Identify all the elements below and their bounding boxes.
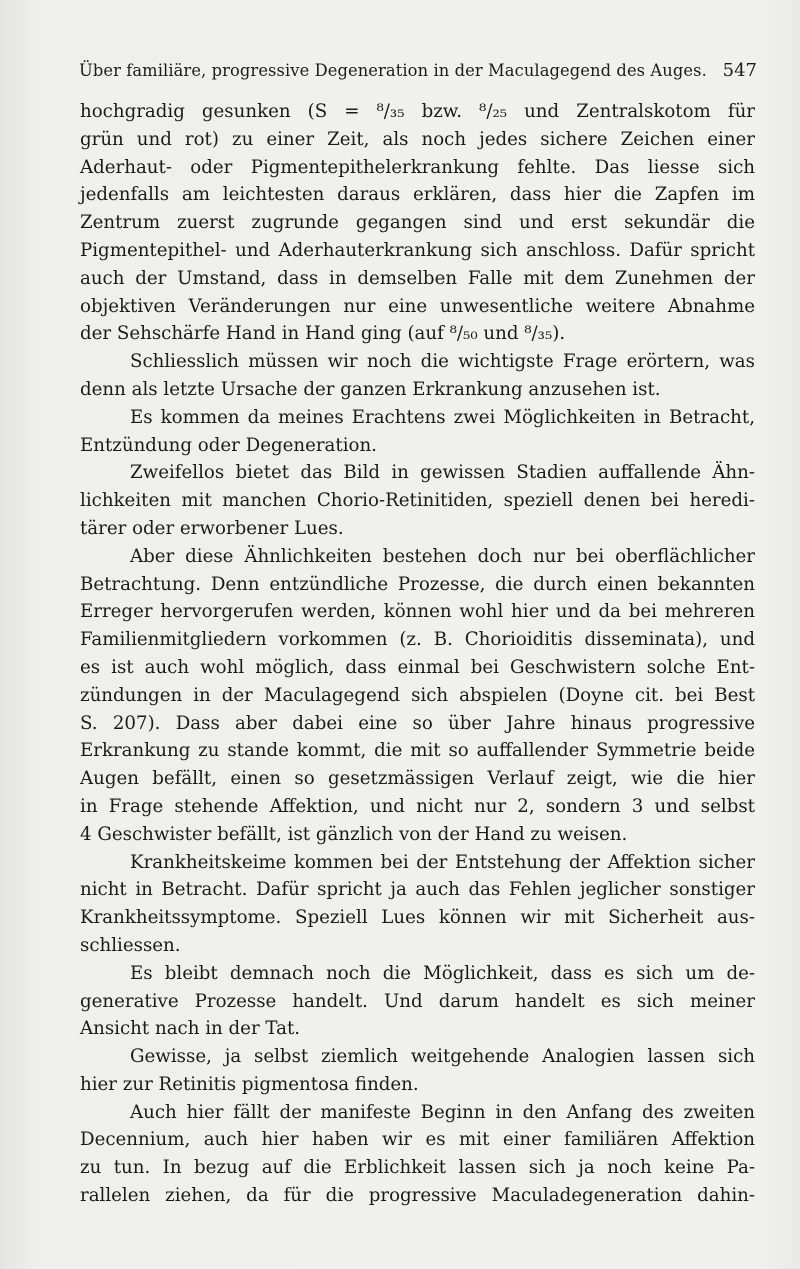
text-line: Zweifellos bietet das Bild in gewissen Stadien auffallende Ähn- xyxy=(130,462,755,484)
text-line: S. 207). Dass aber dabei eine so über Jahre hinaus progressive xyxy=(80,712,755,734)
text-line: tärer oder erworbener Lues. xyxy=(80,517,344,539)
text-line: in Frage stehende Affektion, und nicht nur 2, sondern 3 und selbst xyxy=(80,795,755,817)
text-line: Krankheitssymptome. Speziell Lues können wir mit Sicherheit aus- xyxy=(80,907,755,929)
text-line: Schliesslich müssen wir noch die wichtigste Frage erörtern, was xyxy=(130,351,755,373)
text-line: lichkeiten mit manchen Chorio-Retinitiden, speziell denen bei heredi- xyxy=(80,490,755,512)
text-line: zündungen in der Maculagegend sich abspielen (Doyne cit. bei Best xyxy=(80,684,755,706)
text-line: Entzündung oder Degeneration. xyxy=(80,434,377,456)
text-line: schliessen. xyxy=(80,934,181,956)
text-line: nicht in Betracht. Dafür spricht ja auch das Fehlen jeglicher sonstiger xyxy=(80,879,755,901)
text-line: Gewisse, ja selbst ziemlich weitgehende Analogien lassen sich xyxy=(130,1046,755,1068)
text-line: zu tun. In bezug auf die Erblichkeit lassen sich ja noch keine Pa- xyxy=(80,1157,755,1179)
text-line: Zentrum zuerst zugrunde gegangen sind und erst sekundär die xyxy=(80,212,755,234)
page-number: 547 xyxy=(722,60,757,81)
text-line: der Sehschärfe Hand in Hand ging (auf ⁸/₅₀ und ⁸/₃₅). xyxy=(80,323,566,345)
text-line: Aderhaut- oder Pigmentepithelerkrankung fehlte. Das liesse sich xyxy=(80,156,755,178)
text-line: Augen befällt, einen so gesetzmässigen Verlauf zeigt, wie die hier xyxy=(80,768,755,790)
text-line: auch der Umstand, dass in demselben Falle mit dem Zunehmen der xyxy=(80,267,755,289)
text-line: objektiven Veränderungen nur eine unwesentliche weitere Abnahme xyxy=(80,295,755,317)
text-line: Krankheitskeime kommen bei der Entstehung der Affektion sicher xyxy=(130,851,755,873)
text-line: Ansicht nach in der Tat. xyxy=(80,1018,301,1040)
text-line: generative Prozesse handelt. Und darum handelt es sich meiner xyxy=(80,990,755,1012)
running-title: Über familiäre, progressive Degeneration in der Maculagegend des Auges. xyxy=(79,61,707,80)
text-line: jedenfalls am leichtesten daraus erklären, dass hier die Zapfen im xyxy=(80,184,755,206)
text-line: rallelen ziehen, da für die progressive Maculadegeneration dahin- xyxy=(80,1185,755,1207)
text-line: Betrachtung. Denn entzündliche Prozesse, die durch einen bekannten xyxy=(80,573,755,595)
text-line: Aber diese Ähnlichkeiten bestehen doch nur bei oberflächlicher xyxy=(130,545,755,567)
body-text xyxy=(80,98,755,1210)
text-line: Familienmitgliedern vorkommen (z. B. Chorioiditis disseminata), und xyxy=(80,629,755,651)
page-header xyxy=(79,60,757,84)
text-line: denn als letzte Ursache der ganzen Erkrankung anzusehen ist. xyxy=(80,378,661,400)
text-line: Auch hier fällt der manifeste Beginn in den Anfang des zweiten xyxy=(130,1101,755,1123)
text-line: es ist auch wohl möglich, dass einmal bei Geschwistern solche Ent- xyxy=(80,656,755,678)
text-line: Es bleibt demnach noch die Möglichkeit, dass es sich um de- xyxy=(130,962,755,984)
text-line: Pigmentepithel- und Aderhauterkrankung sich anschloss. Dafür spricht xyxy=(80,239,755,261)
text-line: Erkrankung zu stande kommt, die mit so auffallender Symmetrie beide xyxy=(80,740,755,762)
text-line: 4 Geschwister befällt, ist gänzlich von der Hand zu weisen. xyxy=(80,823,628,845)
text-line: Erreger hervorgerufen werden, können wohl hier und da bei mehreren xyxy=(80,601,755,623)
text-line: hier zur Retinitis pigmentosa finden. xyxy=(80,1073,419,1095)
text-line: hochgradig gesunken (S = ⁸/₃₅ bzw. ⁸/₂₅ und Zentralskotom für xyxy=(80,101,755,122)
text-line: grün und rot) zu einer Zeit, als noch jedes sichere Zeichen einer xyxy=(80,128,755,150)
text-line: Es kommen da meines Erachtens zwei Möglichkeiten in Betracht, xyxy=(130,406,755,428)
text-line: Decennium, auch hier haben wir es mit einer familiären Affektion xyxy=(80,1129,755,1151)
